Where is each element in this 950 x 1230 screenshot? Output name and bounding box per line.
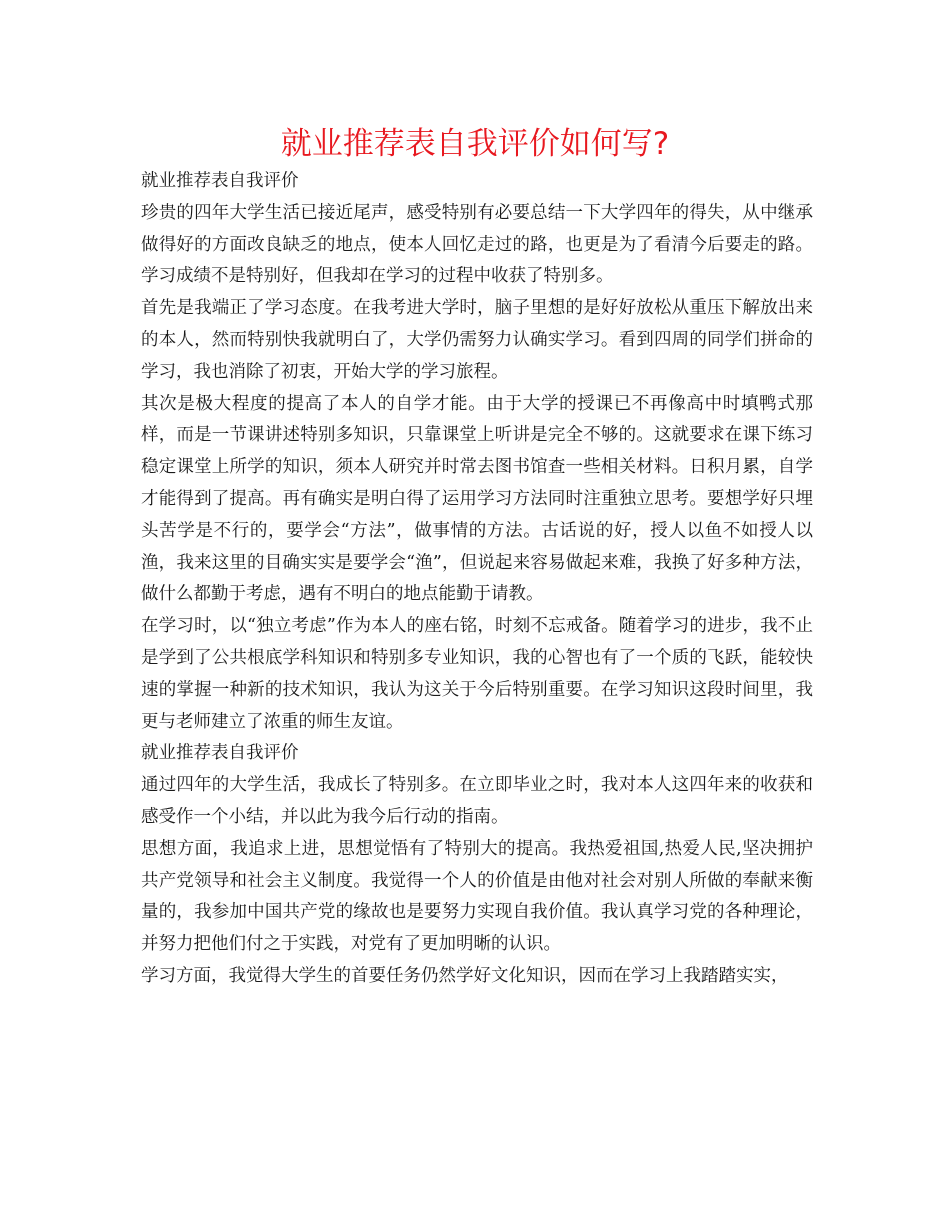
- section-heading: 就业推荐表自我评价: [141, 743, 299, 764]
- paragraph: 珍贵的四年大学生活已接近尾声，感受特别有必要总结一下大学四年的得失，从中继承做得好的方面改良缺乏的地点，使本人回忆走过的路，也更是为了看清今后要走的路。学习成绩不是特别好，但我却在学习的过程中收获了特别多。: [141, 202, 813, 287]
- paragraph: 首先是我端正了学习态度。在我考进大学时，脑子里想的是好好放松从重压下解放出来的本人，然而特别快我就明白了，大学仍需努力认确实学习。看到四周的同学们拼命的学习，我也消除了初衷，开始大学的学习旅程。: [141, 298, 813, 382]
- paragraph: 通过四年的大学生活，我成长了特别多。在立即毕业之时，我对本人这四年来的收获和感受作一个小结，并以此为我今后行动的指南。: [141, 775, 813, 827]
- document-body: [141, 166, 813, 993]
- paragraph: 其次是极大程度的提高了本人的自学才能。由于大学的授课已不再像高中时填鸭式那样，而是一节课讲述特别多知识，只靠课堂上听讲是完全不够的。这就要求在课下练习稳定课堂上所学的知识，须本人研究并时常去图书馆查一些相关材料。日积月累，自学才能得到了提高。再有确实是明白得了运用学习方法同时注重独立思考。要想学好只埋头苦学是不行的，要学会“方法”，做事情的方法。古话说的好，授人以鱼不如授人以渔，我来这里的目确实实是要学会“渔”，但说起来容易做起来难，我换了好多种方法，做什么都勤于考虑，遇有不明白的地点能勤于请教。: [141, 393, 813, 605]
- section-heading: 就业推荐表自我评价: [141, 171, 299, 191]
- document-title: 就业推荐表自我评价如何写?: [280, 126, 670, 162]
- paragraph: 思想方面，我追求上进，思想觉悟有了特别大的提高。我热爱祖国,热爱人民,坚决拥护共产党领导和社会主义制度。我觉得一个人的价值是由他对社会对别人所做的奉献来衡量的，我参加中国共产党的缘故也是要努力实现自我价值。我认真学习党的各种理论，并努力把他们付之于实践，对党有了更加明晰的认识。: [141, 838, 813, 955]
- paragraph: 学习方面，我觉得大学生的首要任务仍然学好文化知识，因而在学习上我踏踏实实，: [141, 965, 789, 986]
- paragraph: 在学习时，以“独立考虑”作为本人的座右铭，时刻不忘戒备。随着学习的进步，我不止是学到了公共根底学科知识和特别多专业知识，我的心智也有了一个质的飞跃，能较快速的掌握一种新的技术知识，我认为这关于今后特别重要。在学习知识这段时间里，我更与老师建立了浓重的师生友谊。: [141, 616, 813, 732]
